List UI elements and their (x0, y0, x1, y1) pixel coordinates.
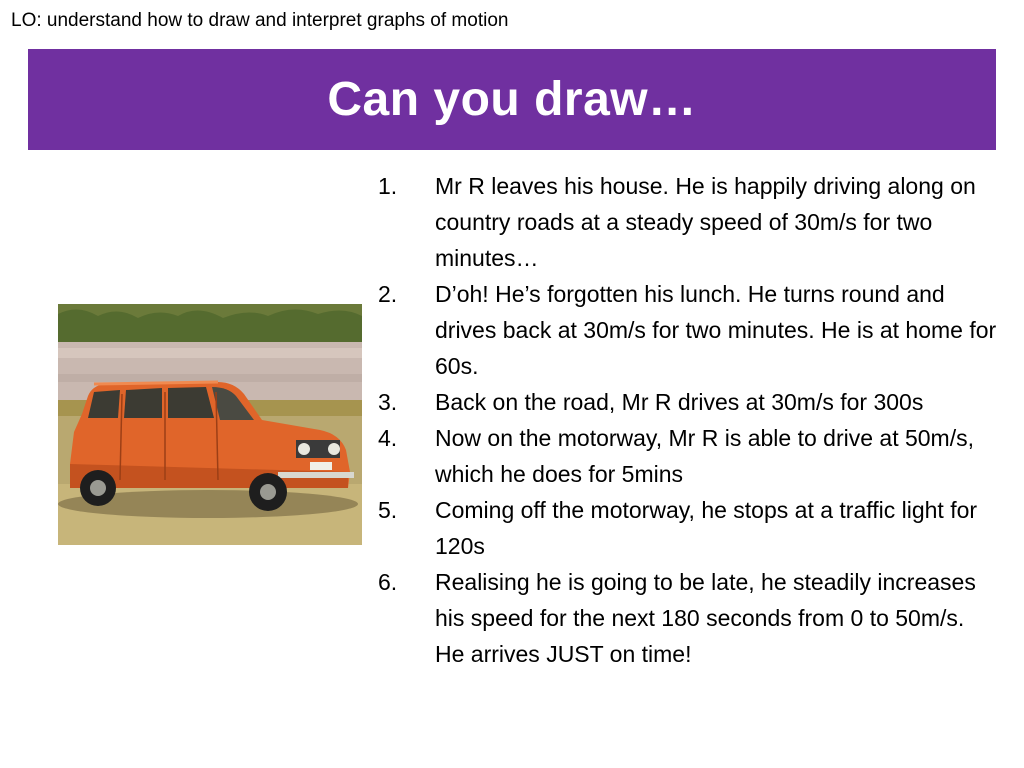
list-item (378, 492, 998, 564)
list-item (378, 168, 998, 276)
list-item-text: Realising he is going to be late, he steadily increases his speed for the next 180 seconds from 0 to 50m/s. He arrives JUST on time! (435, 569, 976, 667)
list-item-number: 3. (378, 389, 398, 415)
list-item-number: 6. (378, 569, 398, 595)
list-item-text: Back on the road, Mr R drives at 30m/s for 300s (435, 389, 924, 415)
instruction-list (378, 168, 998, 672)
list-item-text: Coming off the motorway, he stops at a traffic light for 120s (435, 497, 978, 559)
list-item-text: Mr R leaves his house. He is happily driving along on country roads at a steady speed of 30m/s for two minutes… (435, 173, 976, 271)
slide-title: Can you draw… (327, 73, 697, 126)
list-item (378, 276, 998, 384)
list-item (378, 564, 998, 672)
list-item-number: 4. (378, 425, 398, 451)
list-item-text: Now on the motorway, Mr R is able to drive at 50m/s, which he does for 5mins (435, 425, 974, 487)
car-photo (58, 304, 362, 545)
list-item (378, 420, 998, 492)
list-item-text: D’oh! He’s forgotten his lunch. He turns round and drives back at 30m/s for two minutes. He is at home for 60s. (435, 281, 997, 379)
title-banner (28, 49, 996, 150)
list-item (378, 384, 998, 420)
list-item-number: 1. (378, 173, 398, 199)
list-item-number: 2. (378, 281, 398, 307)
learning-objective: LO: understand how to draw and interpret graphs of motion (11, 10, 509, 31)
list-item-number: 5. (378, 497, 398, 523)
